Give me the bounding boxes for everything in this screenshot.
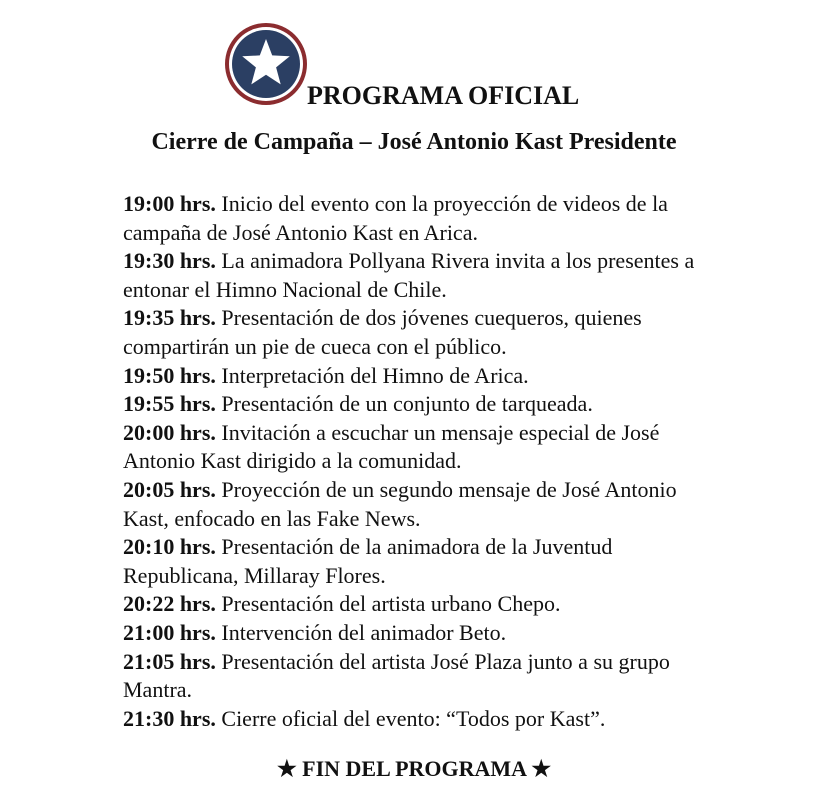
schedule-time: 21:30 hrs. (123, 705, 216, 731)
schedule-description: Proyección de un segundo mensaje de José Antonio Kast, enfocado en las Fake News. (123, 476, 677, 531)
schedule-item (123, 247, 713, 304)
schedule-time: 20:22 hrs. (123, 591, 216, 617)
schedule-item (123, 705, 713, 734)
schedule-item (123, 390, 713, 419)
star-icon (224, 22, 308, 106)
schedule-item (123, 190, 713, 247)
schedule-description: Presentación de dos jóvenes cuequeros, quienes compartirán un pie de cueca con el público. (123, 305, 642, 359)
schedule-description: Interpretación del Himno de Arica. (221, 362, 529, 388)
page-title: PROGRAMA OFICIAL (307, 81, 580, 110)
schedule-description: Presentación de la animadora de la Juventud Republicana, Millaray Flores. (123, 534, 613, 588)
schedule-time: 19:35 hrs. (123, 305, 216, 331)
schedule-time: 21:05 hrs. (123, 648, 216, 674)
schedule-item (123, 648, 713, 705)
schedule-time: 20:00 hrs. (123, 419, 216, 445)
schedule-description: Presentación de un conjunto de tarqueada. (221, 391, 593, 417)
schedule-description: Presentación del artista José Plaza junto a su grupo Mantra. (123, 648, 670, 703)
schedule-time: 19:55 hrs. (123, 391, 216, 417)
schedule-item (123, 590, 713, 619)
schedule-time: 19:50 hrs. (123, 362, 216, 388)
schedule-time: 20:10 hrs. (123, 534, 216, 560)
schedule-description: Cierre oficial del evento: “Todos por Kast”. (221, 705, 606, 731)
schedule-item (123, 619, 713, 648)
program-end-note: ★ FIN DEL PROGRAMA ★ (276, 756, 552, 781)
schedule-list (123, 190, 713, 733)
schedule-item (123, 533, 713, 590)
schedule-time: 19:00 hrs. (123, 191, 216, 216)
schedule-description: Intervención del animador Beto. (221, 619, 507, 645)
schedule-time: 21:00 hrs. (123, 619, 216, 645)
schedule-item (123, 419, 713, 476)
schedule-description: La animadora Pollyana Rivera invita a los presentes a entonar el Himno Nacional de Chile. (123, 248, 695, 302)
schedule-time: 19:30 hrs. (123, 248, 216, 274)
page-subtitle: Cierre de Campaña – José Antonio Kast Presidente (151, 129, 677, 155)
schedule-description: Inicio del evento con la proyección de videos de la campaña de José Antonio Kast en Arica. (123, 191, 668, 245)
schedule-time: 20:05 hrs. (123, 476, 216, 502)
schedule-description: Invitación a escuchar un mensaje especial de José Antonio Kast dirigido a la comunidad. (123, 419, 660, 474)
schedule-item (123, 304, 713, 361)
schedule-description: Presentación del artista urbano Chepo. (221, 591, 561, 617)
schedule-item (123, 362, 713, 391)
schedule-item (123, 476, 713, 533)
